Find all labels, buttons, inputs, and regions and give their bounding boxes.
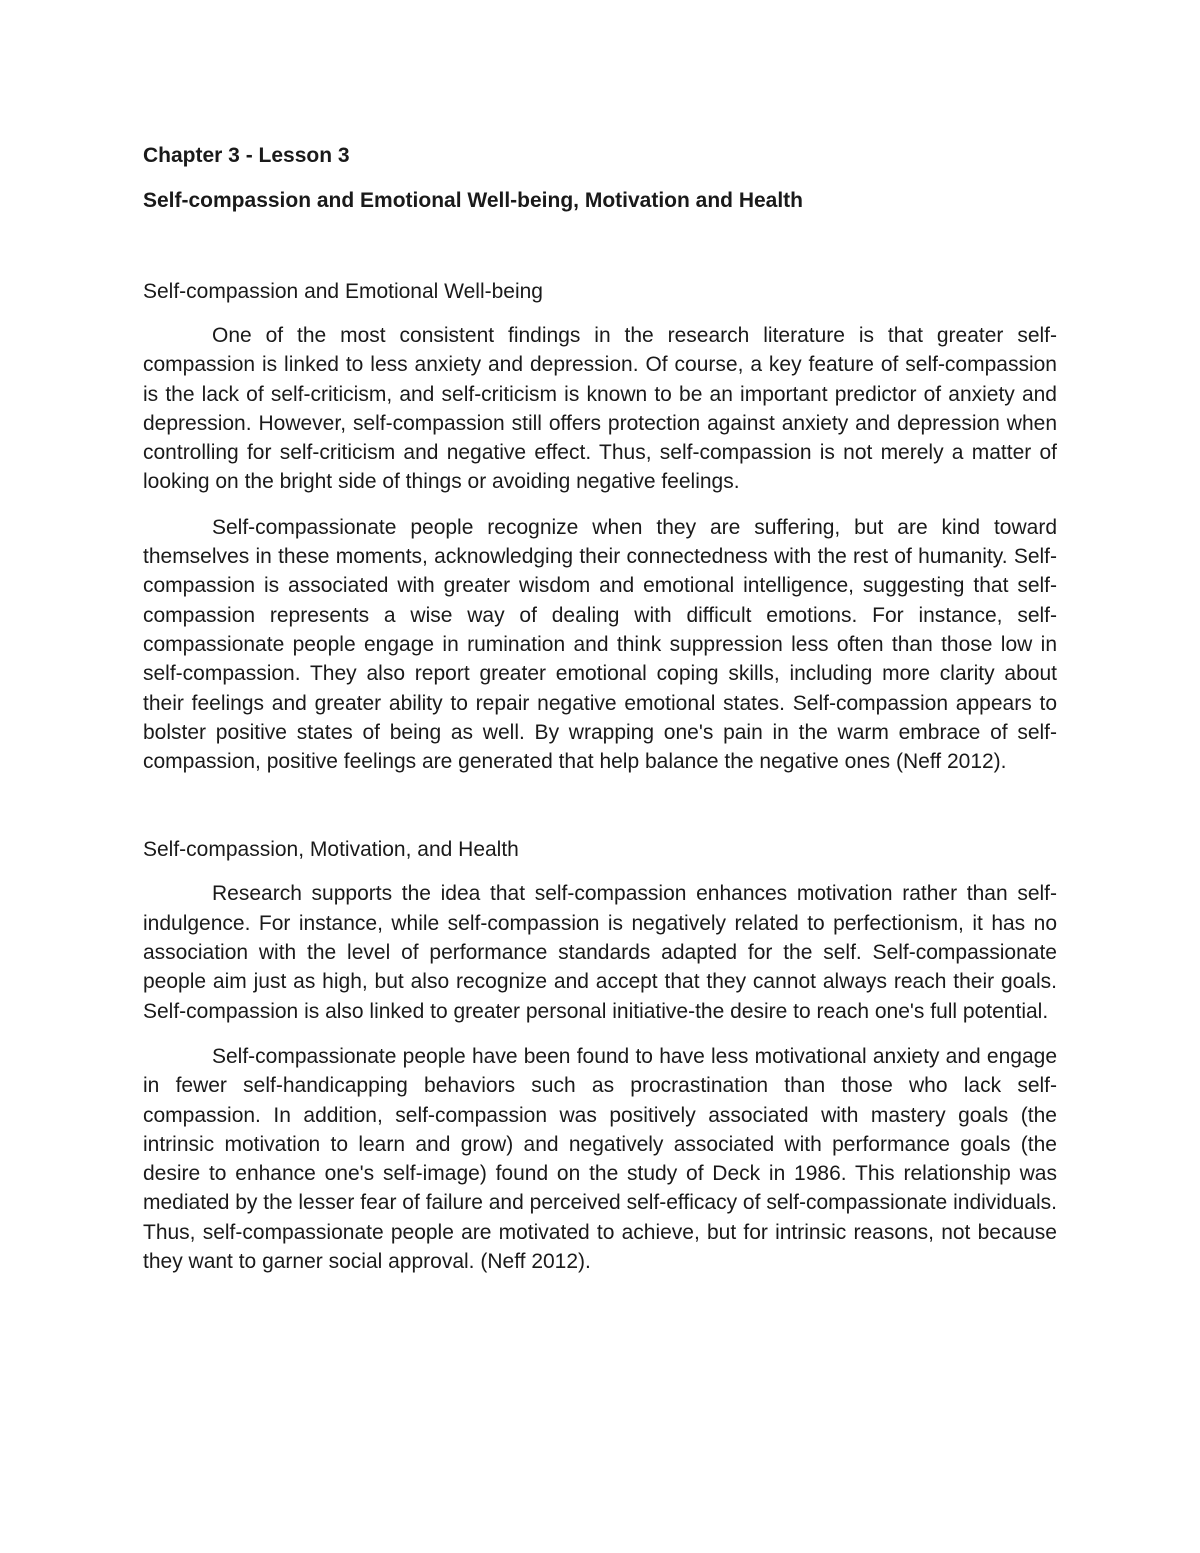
chapter-title: Chapter 3 - Lesson 3 (143, 144, 350, 167)
paragraph: Self-compassionate people have been found to have less motivational anxiety and engage in fewer self-handicapping behaviors such as procrastination than those who lack self-compassion. In addition, self-compassion was positively associated with mastery goals (the intrinsic motivation to learn and grow) and negatively associated with performance goals (the desire to enhance one's self-image) found on the study of Deck in 1986. This relationship was mediated by the lesser fear of failure and perceived self-efficacy of self-compassionate individuals. Thus, self-compassionate people are motivated to achieve, but for intrinsic reasons, not because they want to garner social approval. (Neff 2012). (143, 1044, 1057, 1274)
section-heading: Self-compassion and Emotional Well-being (143, 280, 543, 303)
lesson-title: Self-compassion and Emotional Well-being, Motivation and Health (143, 189, 804, 212)
paragraph: One of the most consistent findings in the research literature is that greater self-compassion is linked to less anxiety and depression. Of course, a key feature of self-compassion is the lack of self-criticism, and self-criticism is known to be an important predictor of anxiety and depression. However, self-compassion still offers protection against anxiety and depression when controlling for self-criticism and negative effect. Thus, self-compassion is not merely a matter of looking on the bright side of things or avoiding negative feelings. (143, 324, 1057, 494)
section-heading: Self-compassion, Motivation, and Health (143, 838, 519, 862)
document-body (143, 142, 1057, 1276)
section-emotional-well-being (143, 278, 1057, 776)
paragraph: Self-compassionate people recognize when they are suffering, but are kind toward themselves in these moments, acknowledging their connectedness with the rest of humanity. Self-compassion is associated with greater wisdom and emotional intelligence, suggesting that self-compassion represents a wise way of dealing with difficult emotions. For instance, self-compassionate people engage in rumination and think suppression less often than those low in self-compassion. They also report greater emotional coping skills, including more clarity about their feelings and greater ability to repair negative emotional states. Self-compassion appears to bolster positive states of being as well. By wrapping one's pain in the warm embrace of self-compassion, positive feelings are generated that help balance the negative ones (Neff 2012). (143, 515, 1057, 774)
paragraph: Research supports the idea that self-compassion enhances motivation rather than self-indulgence. For instance, while self-compassion is negatively related to perfectionism, it has no association with the level of performance standards adapted for the self. Self-compassionate people aim just as high, but also recognize and accept that they cannot always reach their goals. Self-compassion is also linked to greater personal initiative-the desire to reach one's full potential. (143, 882, 1057, 1023)
section-motivation-and-health (143, 836, 1057, 1276)
